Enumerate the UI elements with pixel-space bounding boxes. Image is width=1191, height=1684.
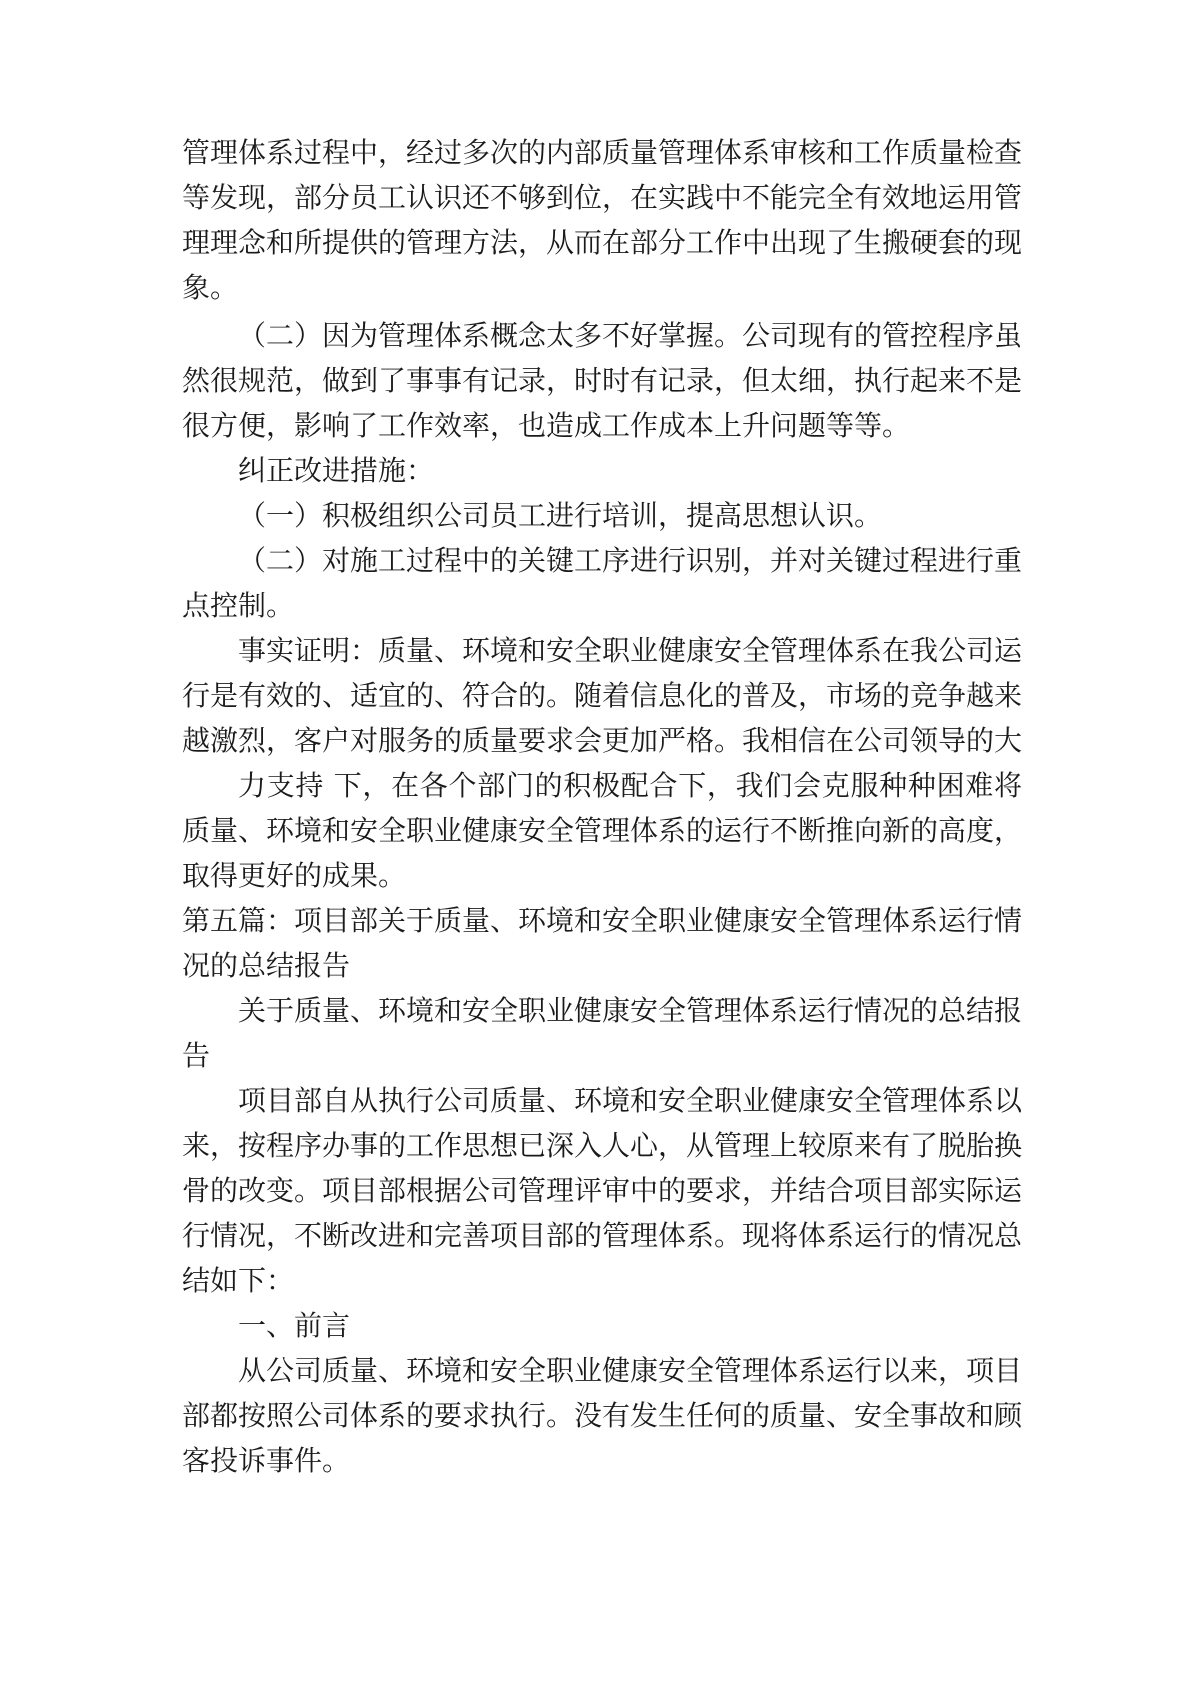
paragraph-preface-text: 从公司质量、环境和安全职业健康安全管理体系运行以来，项目部都按照公司体系的要求执行。没有发生任何的质量、安全事故和顾客投诉事件。 bbox=[182, 1354, 1023, 1477]
report-title: 关于质量、环境和安全职业健康安全管理体系运行情况的总结报告 bbox=[182, 994, 1023, 1072]
paragraph-corrective-measures-heading: 纠正改进措施： bbox=[238, 454, 435, 487]
paragraph-facts-proven: 事实证明：质量、环境和安全职业健康安全管理体系在我公司运行是有效的、适宜的、符合的。随着信息化的普及，市场的竞争越来越激烈，客户对服务的质量要求会更加严格。我相信在公司领导的大 bbox=[182, 634, 1023, 757]
paragraph-measure-one: （一）积极组织公司员工进行培训，提高思想认识。 bbox=[238, 499, 883, 532]
section-heading-preface: 一、前言 bbox=[238, 1309, 351, 1342]
paragraph-issue-two: （二）因为管理体系概念太多不好掌握。公司现有的管控程序虽然很规范，做到了事事有记录，时时有记录，但太细，执行起来不是很方便，影响了工作效率，也造成工作成本上升问题等等。 bbox=[182, 319, 1023, 442]
document-body bbox=[182, 130, 1022, 1483]
section-title-part-five: 第五篇：项目部关于质量、环境和安全职业健康安全管理体系运行情况的总结报告 bbox=[182, 904, 1023, 982]
paragraph-continued-text: 管理体系过程中，经过多次的内部质量管理体系审核和工作质量检查等发现，部分员工认识还不够到位，在实践中不能完全有效地运用管理理念和所提供的管理方法，从而在部分工作中出现了生搬硬套的现象。 bbox=[182, 136, 1023, 304]
paragraph-project-intro: 项目部自从执行公司质量、环境和安全职业健康安全管理体系以来，按程序办事的工作思想已深入人心，从管理上较原来有了脱胎换骨的改变。项目部根据公司管理评审中的要求，并结合项目部实际运行情况，不断改进和完善项目部的管理体系。现将体系运行的情况总结如下： bbox=[182, 1084, 1023, 1297]
paragraph-support-continuation: 力支持 下，在各个部门的积极配合下，我们会克服种种困难将 质量、环境和安全职业健康安全管理体系的运行不断推向新的高度，取得更好的成果。 bbox=[182, 769, 1023, 892]
paragraph-measure-two: （二）对施工过程中的关键工序进行识别，并对关键过程进行重点控制。 bbox=[182, 544, 1023, 622]
